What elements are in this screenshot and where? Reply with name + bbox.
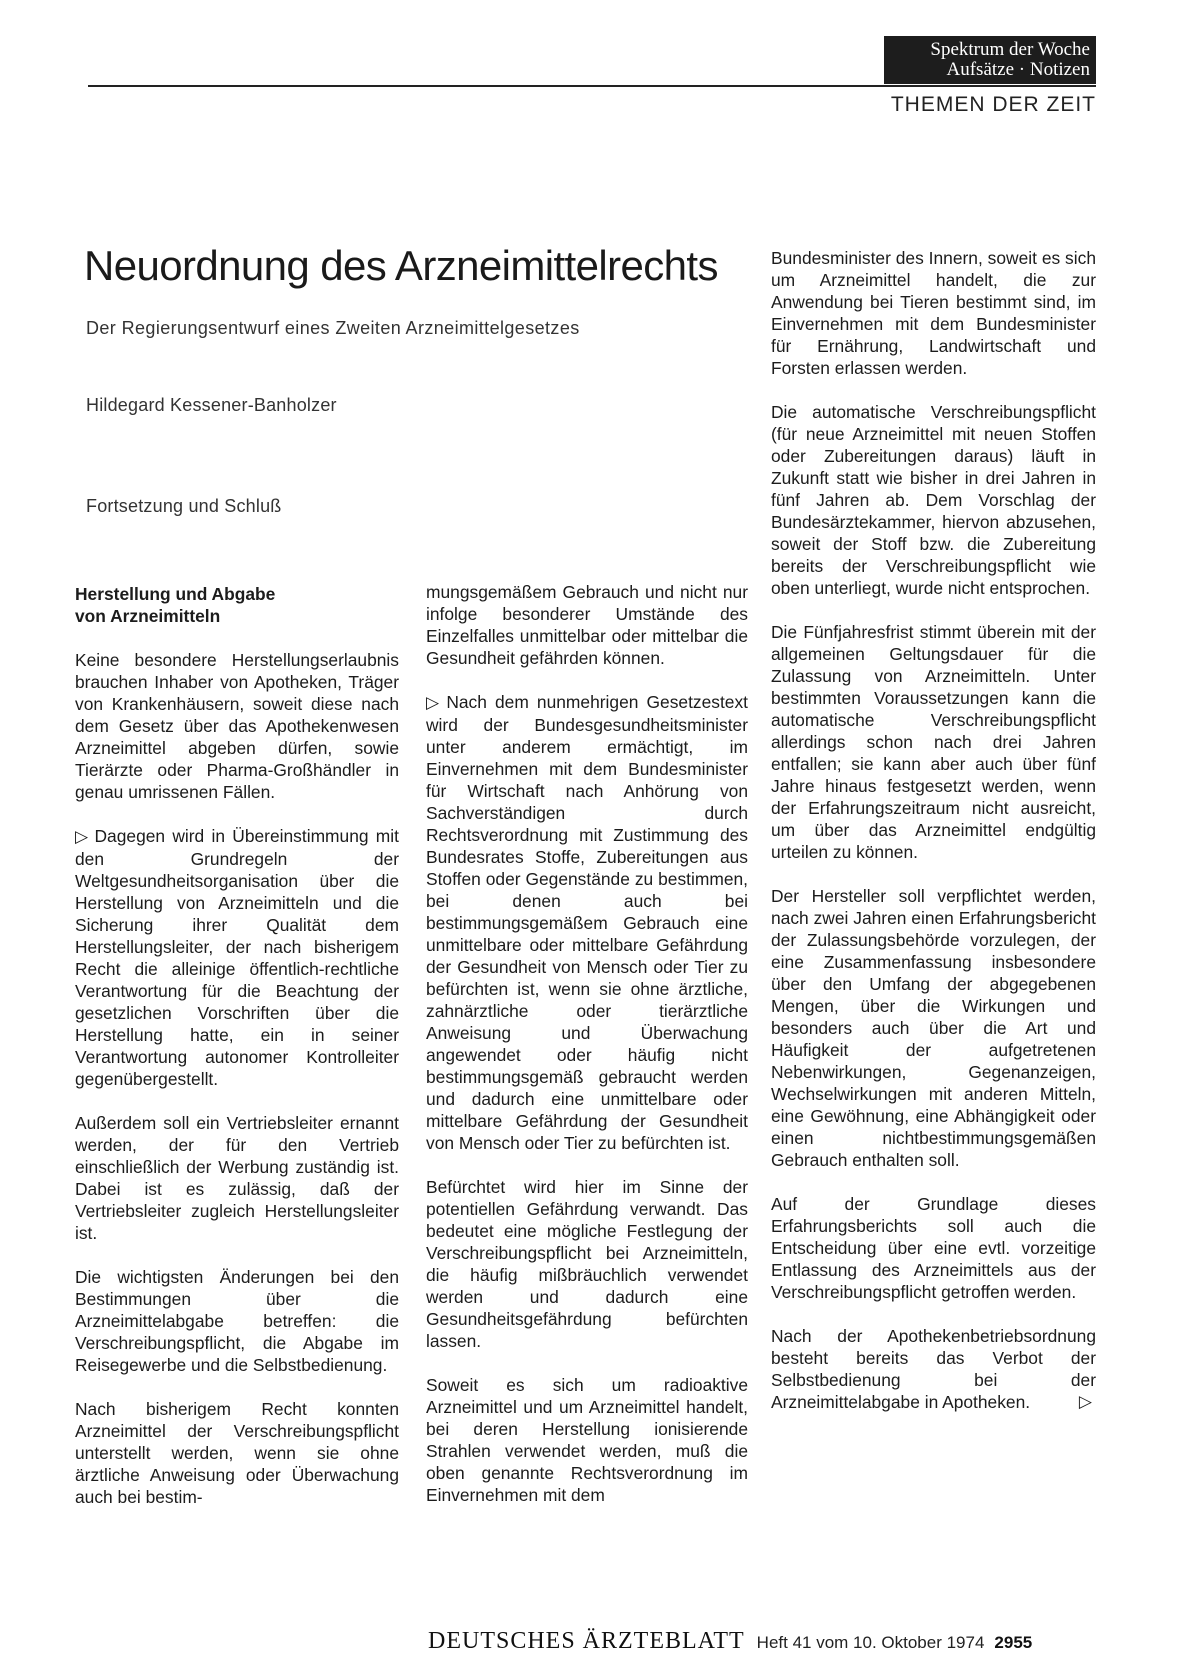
page-number: 2955	[994, 1633, 1033, 1652]
paragraph: Der Hersteller soll verpflichtet werden, nach zwei Jahren einen Erfahrungsbericht der Zulassungsbehörde vorzulegen, der eine Zusammenfassung insbesondere über den Umfang der abgegebenen Mengen, über die Wirkungen und besonders auch über die Art und Häufigkeit der aufgetretenen Nebenwirkungen, Gegenanzeigen, Wechselwirkungen mit anderen Mitteln, eine Gewöhnung, eine Abhängigkeit oder einen nichtbestimmungsgemäßen Gebrauch enthalten soll.	[771, 886, 1096, 1170]
section-heading-line-2: von Arzneimitteln	[75, 606, 221, 626]
text-column-3	[771, 247, 1096, 1413]
paragraph: Auf der Grundlage dieses Erfahrungsberichts soll auch die Entscheidung über eine evtl. vorzeitige Entlassung des Arzneimittels aus der Verschreibungspflicht getroffen werden.	[771, 1194, 1096, 1302]
header-rule	[88, 85, 1096, 87]
paragraph: Nach bisherigem Recht konnten Arzneimittel der Verschreibungspflicht unterstellt werden, wenn sie ohne ärztliche Anweisung oder Überwachung auch bei bestim-	[75, 1399, 399, 1507]
paragraph-text: Dagegen wird in Übereinstimmung mit den Grundregeln der Weltgesundheitsorganisation über die Herstellung von Arzneimitteln und die Sicherung ihrer Qualität dem Herstellungsleiter, der nach bisherigem Recht die alleinige öffentlich-rechtliche Verantwortung für die Beachtung der gesetzlichen Vorschriften über die Herstellung hatte, ein in seiner Verantwortung autonomer Kontrolleiter gegenübergestellt.	[75, 826, 399, 1089]
paragraph	[426, 691, 748, 1154]
paragraph: Die automatische Verschreibungspflicht (für neue Arzneimittel mit neuen Stoffen oder Zubereitungen daraus) läuft in Zukunft statt wie bisher in drei Jahren in fünf Jahren ab. Dem Vorschlag der Bundesärztekammer, hiervon abzusehen, soweit der Stoff bzw. die Zubereitung bereits der Verschreibungspflicht wie oben unterliegt, wurde nicht entsprochen.	[771, 402, 1096, 598]
text-column-1	[75, 583, 399, 1508]
paragraph-text: Nach der Apothekenbetriebsordnung besteht bereits das Verbot der Selbstbedienung bei der Arzneimittelabgabe in Apotheken.	[771, 1326, 1096, 1412]
paragraph: Keine besondere Herstellungserlaubnis brauchen Inhaber von Apotheken, Träger von Krankenhäusern, soweit diese nach dem Gesetz über das Apothekenwesen Arzneimittel abgeben dürfen, sowie Tierärzte oder Pharma-Großhändler in genau umrissenen Fällen.	[75, 650, 399, 802]
article-title: Neuordnung des Arzneimittelrechts	[84, 242, 718, 289]
paragraph: Außerdem soll ein Vertriebsleiter ernannt werden, der für den Vertrieb einschließlich der Werbung zuständig ist. Dabei ist es zulässig, daß der Vertriebsleiter zugleich Herstellungsleiter ist.	[75, 1113, 399, 1243]
paragraph	[771, 1325, 1096, 1413]
triangle-arrow-icon: ▷	[75, 827, 91, 846]
text-column-2	[426, 581, 748, 1506]
triangle-arrow-icon: ▷	[426, 693, 443, 712]
badge-line-2: Aufsätze · Notizen	[946, 59, 1090, 80]
issue-info: Heft 41 vom 10. Oktober 1974	[756, 1633, 985, 1652]
paragraph: Befürchtet wird hier im Sinne der potentiellen Gefährdung verwandt. Das bedeutet eine mögliche Festlegung der Verschreibungspflicht bei Arzneimitteln, die häufig mißbräuchlich verwendet werden und dadurch eine Gesundheitsgefährdung befürchten lassen.	[426, 1177, 748, 1351]
page-footer	[428, 1628, 1032, 1655]
paragraph: mungsgemäßem Gebrauch und nicht nur infolge besonderer Umstände des Einzelfalles unmittelbar oder mittelbar die Gesundheit gefährden können.	[426, 582, 748, 668]
paragraph: Die Fünfjahresfrist stimmt überein mit der allgemeinen Geltungsdauer für die Zulassung von Arzneimitteln. Unter bestimmten Voraussetzungen kann die automatische Verschreibungspflicht allerdings schon nach drei Jahren entfallen; sie kann aber auch über fünf Jahre hinaus festgesetzt werden, wenn der Erfahrungszeitraum nicht ausreicht, um über das Arzneimittel endgültig urteilen zu können.	[771, 622, 1096, 862]
badge-line-1: Spektrum der Woche	[930, 39, 1090, 60]
continue-arrow-icon: ▷	[1078, 1392, 1092, 1411]
paragraph: Die wichtigsten Änderungen bei den Bestimmungen über die Arzneimittelabgabe betreffen: die Verschreibungspflicht, die Abgabe im Reisegewerbe und die Selbstbedienung.	[75, 1267, 399, 1375]
paragraph	[75, 825, 399, 1090]
article-author: Hildegard Kessener-Banholzer	[86, 395, 337, 415]
journal-name: DEUTSCHES ÄRZTEBLATT	[428, 1628, 745, 1654]
paragraph: Bundesminister des Innern, soweit es sich um Arzneimittel handelt, die zur Anwendung bei Tieren bestimmt sind, im Einvernehmen mit dem Bundesminister für Ernährung, Landwirtschaft und Forsten erlassen werden.	[771, 248, 1096, 378]
article-subtitle: Der Regierungsentwurf eines Zweiten Arzneimittelgesetzes	[86, 318, 580, 338]
continuation-note: Fortsetzung und Schluß	[86, 496, 282, 516]
section-heading-line-1: Herstellung und Abgabe	[75, 584, 276, 604]
section-heading	[75, 583, 399, 627]
section-label: THEMEN DER ZEIT	[890, 93, 1096, 116]
paragraph: Soweit es sich um radioaktive Arzneimittel und um Arzneimittel handelt, bei deren Herstellung ionisierende Strahlen verwendet werden, muß die oben genannte Rechtsverordnung im Einvernehmen mit dem	[426, 1375, 748, 1505]
paragraph-text: Nach dem nunmehrigen Gesetzestext wird der Bundesgesundheitsminister unter anderem ermächtigt, im Einvernehmen mit dem Bundesminister für Wirtschaft nach Anhörung von Sachverständigen durch Rechtsverordnung mit Zustimmung des Bundesrates Stoffe, Zubereitungen aus Stoffen oder Gegenstände zu bestimmen, bei denen auch bei bestimmungsgemäßem Gebrauch eine unmittelbare oder mittelbare Gefährdung der Gesundheit von Mensch oder Tier zu befürchten ist, wenn sie ohne ärztliche, zahnärztliche oder tierärztliche Anweisung und Überwachung angewendet oder häufig nicht bestimmungsgemäß gebraucht werden und dadurch eine unmittelbare oder mittelbare Gefährdung der Gesundheit von Mensch oder Tier zu befürchten ist.	[426, 692, 748, 1153]
section-badge	[884, 36, 1096, 84]
